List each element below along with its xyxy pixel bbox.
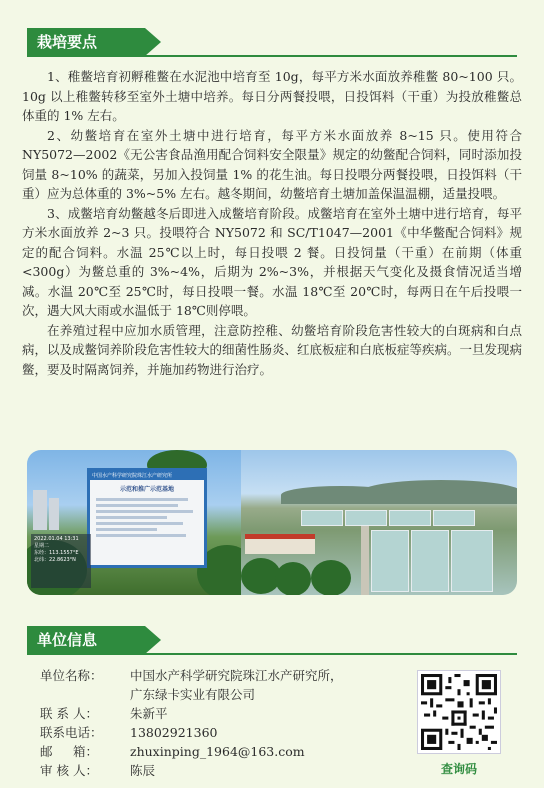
pond <box>411 530 449 592</box>
building <box>49 498 59 530</box>
info-key: 单位名称： <box>40 668 103 683</box>
unit-info <box>40 666 400 780</box>
stamp-line: 2022.01.04 13:31 <box>34 536 79 542</box>
hill <box>281 486 401 504</box>
pond <box>371 530 409 592</box>
info-value: 中国水产科学研究院珠江水产研究所， <box>130 668 343 683</box>
info-key <box>40 685 130 704</box>
section-title-cultivation <box>27 28 145 56</box>
info-key: 邮 箱： <box>40 744 98 759</box>
base-sign-photo <box>27 450 241 595</box>
pond <box>451 530 493 592</box>
section-title-text: 单位信息 <box>37 631 98 649</box>
photo-strip <box>27 450 517 595</box>
info-row <box>40 685 400 704</box>
cultivation-body <box>22 67 522 379</box>
section-title-text: 栽培要点 <box>37 33 98 51</box>
photo-timestamp <box>31 534 91 588</box>
tree <box>275 562 311 595</box>
info-row <box>40 666 400 685</box>
building <box>33 490 47 530</box>
pond <box>301 510 343 526</box>
info-row <box>40 742 400 761</box>
pond <box>433 510 475 526</box>
road <box>361 526 369 595</box>
stamp-line: 星期二 <box>34 543 50 549</box>
roof <box>245 534 315 539</box>
info-key: 联系电话： <box>40 725 103 740</box>
info-value: 13802921360 <box>130 725 218 740</box>
info-value: 陈辰 <box>130 763 156 778</box>
info-row <box>40 761 400 780</box>
sign-title: 示范和推广示范基地 <box>119 486 174 493</box>
info-value: 广东绿卡实业有限公司 <box>130 687 256 702</box>
tree <box>311 560 351 595</box>
info-value: 朱新平 <box>130 706 168 721</box>
sign-header: 中国水产科学研究院珠江水产研究所 <box>90 471 204 480</box>
base-signboard <box>87 468 207 568</box>
info-key: 联 系 人： <box>40 706 98 721</box>
section-divider <box>27 653 517 655</box>
section-divider <box>27 55 517 57</box>
qr-caption: 查询码 <box>440 762 477 776</box>
info-row <box>40 723 400 742</box>
stamp-line: 北纬：22.8623°N <box>34 557 76 563</box>
stamp-line: 东经：113.1557°E <box>34 550 79 556</box>
qr-code-icon <box>421 674 497 750</box>
aerial-ponds-photo <box>241 450 517 595</box>
pond <box>389 510 431 526</box>
section-title-unit-info <box>27 626 145 654</box>
paragraph: 在养殖过程中应加水质管理，注意防控稚、幼鳖培育阶段危害性较大的白斑病和白点病，以及成鳖饲养阶段危害性较大的细菌性肠炎、红底板症和白底板症等疾病。一旦发现病鳖，要及时隔离饲养，并施加药物进行治疗。 <box>22 322 523 377</box>
info-row <box>40 704 400 723</box>
qr-code[interactable] <box>418 671 500 753</box>
paragraph: 1、稚鳖培育初孵稚鳖在水泥池中培育至 10g，每平方米水面放养稚鳖 80~100 只。10g 以上稚鳖转移至室外土塘中培养。每日分两餐投喂，日投饵料（干重）为投放稚鳖总体重的 1% 左右。 <box>22 69 522 123</box>
paragraph: 3、成鳖培育幼鳖越冬后即进入成鳖培育阶段。成鳖培育在室外土塘中进行培育，每平方米水面放养 2~3 只。投喂符合 NY5072 和 SC/T1047—2001《中华鳖配合饲料》规定的配合饲料。水温 25℃以上时，每日投喂 2 餐。日投饲量（干重）在前期（体重 <300g）为鳖总重的 3%~4%，后期为 2%~3%，并根据天气变化及摄食情况适当增减。水温 20℃至 25℃时，每日投喂一餐。水温 18℃至 20℃时，每两日在午后投喂一次，遇大风大雨或水温低于 18℃则停喂。 <box>22 205 522 318</box>
sign-text-lines <box>96 498 198 537</box>
paragraph: 2、幼鳖培育在室外土塘中进行培育，每平方米水面放养 8~15 只。使用符合 NY5072—2002《无公害食品渔用配合饲料安全限量》规定的幼鳖配合饲料，同时添加投饲量 8~10% 的蔬菜，另加入投饲量 1% 的花生油。每日投喂分两餐投喂，日投饵料（干重）应为总体重的 3%~5% 左右。越冬期间，幼鳖培育土塘加盖保温温棚，适量投喂。 <box>22 127 522 201</box>
info-value: zhuxinping_1964@163.com <box>130 744 305 759</box>
building <box>245 538 315 554</box>
info-key: 审 核 人： <box>40 763 98 778</box>
pond <box>345 510 387 526</box>
